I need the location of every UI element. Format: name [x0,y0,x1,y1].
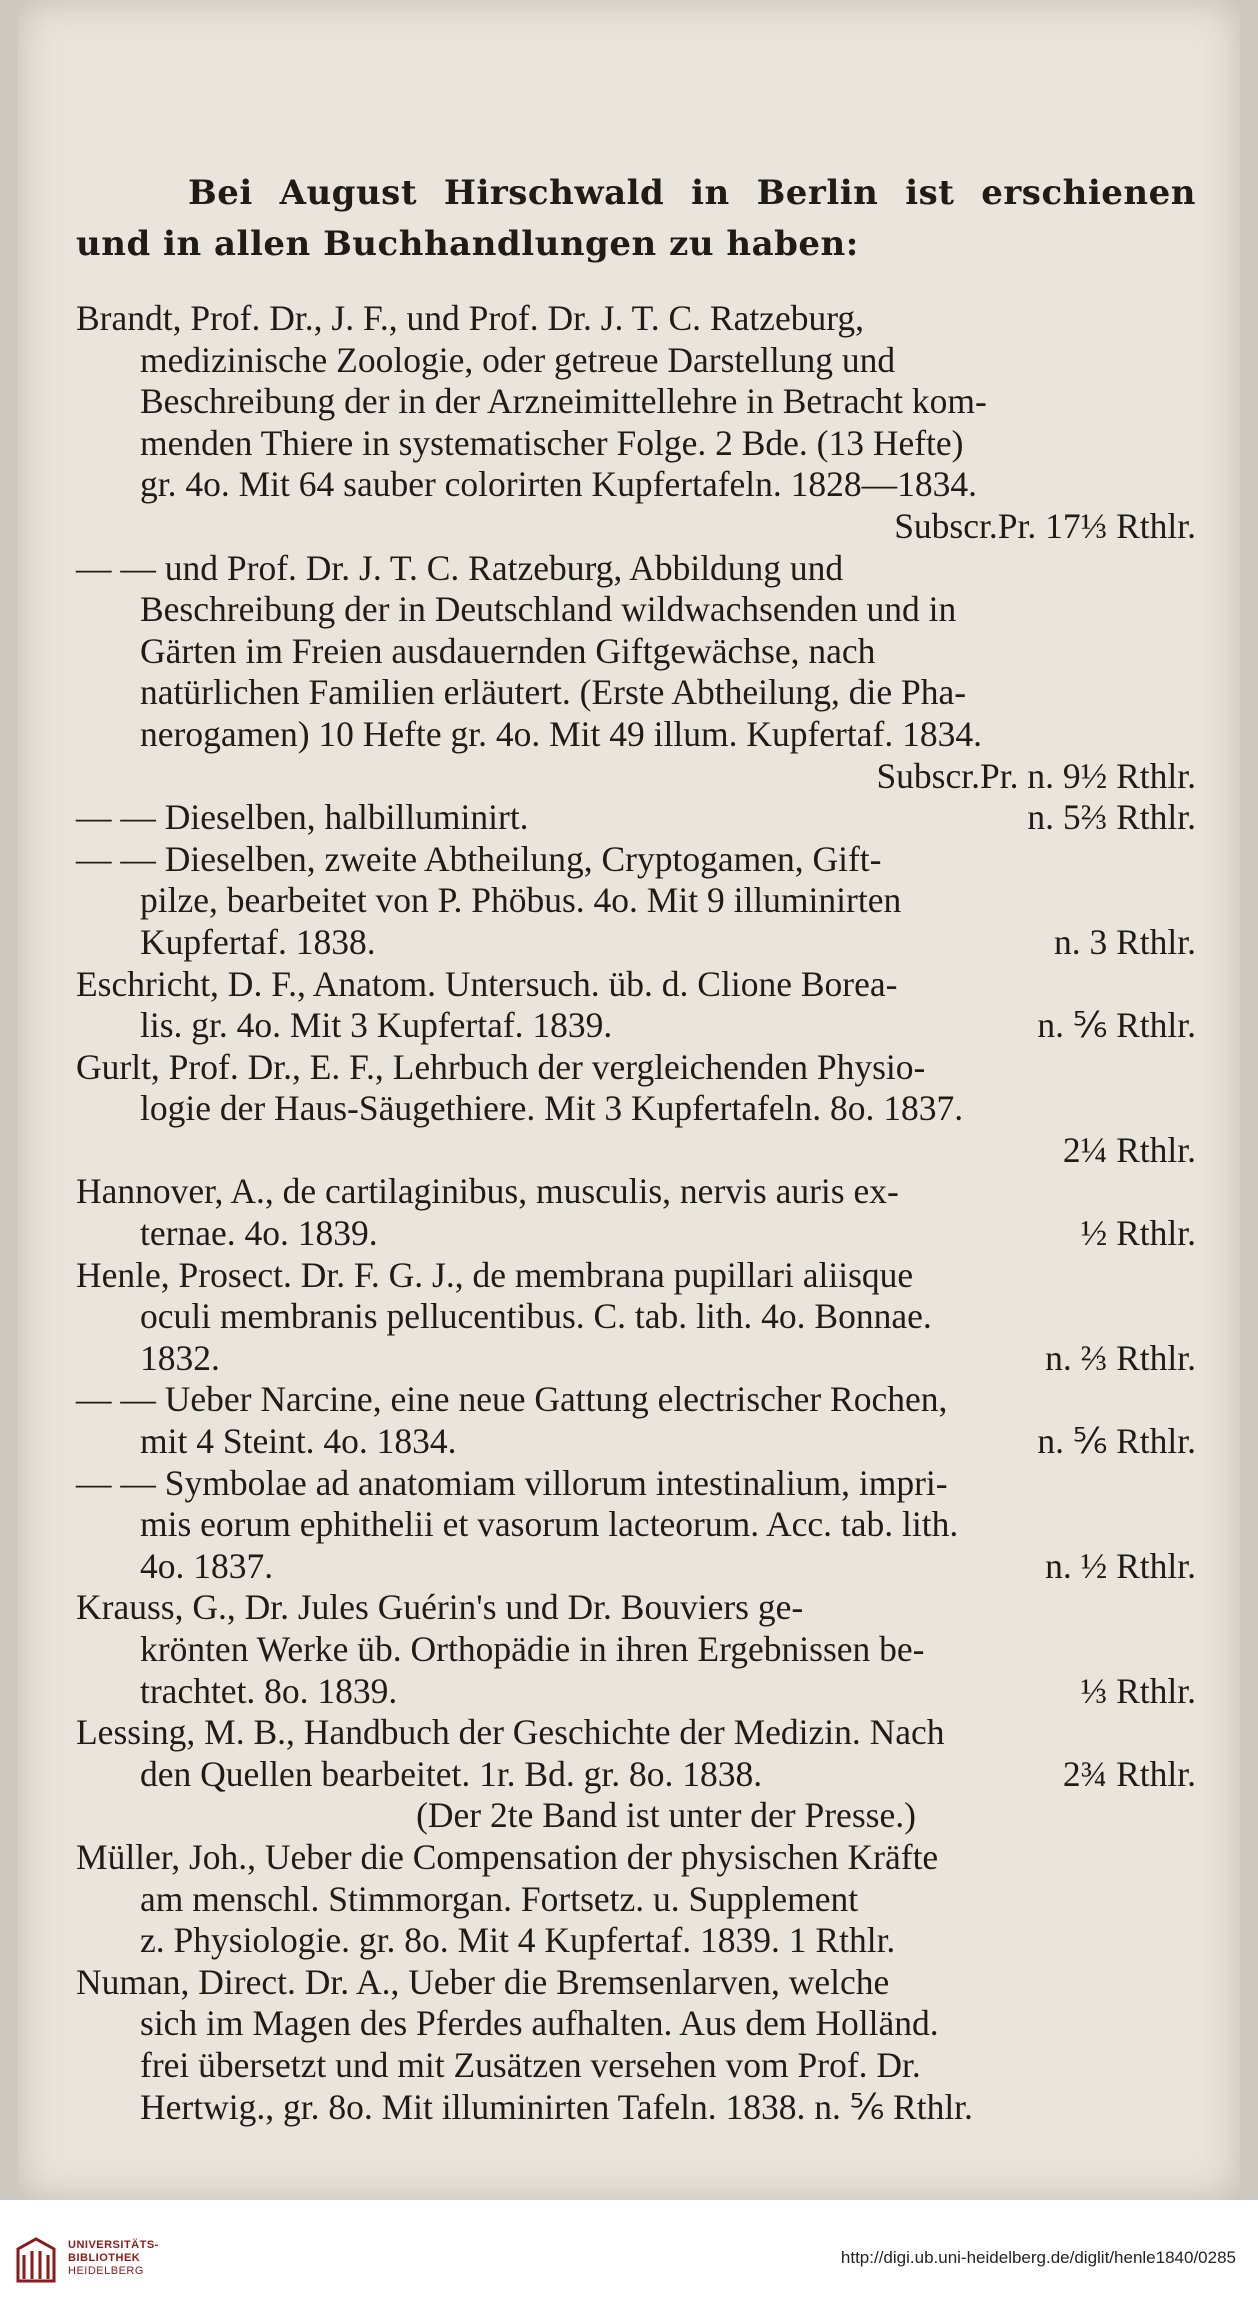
text-line [76,548,1196,590]
line-text: frei übersetzt und mit Zusätzen versehen vom Prof. Dr. [140,2044,921,2085]
line-text: gr. 4o. Mit 64 sauber colorirten Kupfertafeln. 1828—1834. [140,464,978,505]
line-text: Gurlt, Prof. Dr., E. F., Lehrbuch der vergleichenden Physio- [76,1046,926,1087]
line-text: Kupfertaf. 1838. [140,921,376,962]
text-line [76,1546,1196,1588]
text-line [76,464,1196,506]
text-line [76,2087,1196,2129]
price: ⅓ Rthlr. [1080,1670,1196,1711]
line-text: (Der 2te Band ist unter der Presse.) [416,1795,916,1836]
line-text: medizinische Zoologie, oder getreue Darstellung und [140,339,896,380]
line-text: Subscr.Pr. 17⅓ Rthlr. [894,505,1196,546]
line-text: menden Thiere in systematischer Folge. 2 Bde. (13 Hefte) [140,422,964,463]
text-line [76,340,1196,382]
line-text: 2¼ Rthlr. [1062,1129,1196,1170]
text-line [76,1421,1196,1463]
line-text: sich im Magen des Pferdes aufhalten. Aus dem Holländ. [140,2003,939,2044]
text-line [76,1047,1196,1089]
line-text: oculi membranis pellucentibus. C. tab. lith. 4o. Bonnae. [140,1296,932,1337]
text-line [76,1837,1196,1879]
line-text: Eschricht, D. F., Anatom. Untersuch. üb. d. Clione Borea- [76,963,898,1004]
text-line [76,964,1196,1006]
price: n. ½ Rthlr. [1045,1545,1196,1586]
line-text: natürlichen Familien erläutert. (Erste Abtheilung, die Pha- [140,672,967,713]
text-line [76,1379,1196,1421]
line-text: logie der Haus-Säugethiere. Mit 3 Kupfertafeln. 8o. 1837. [140,1088,964,1129]
line-text: pilze, bearbeitet von P. Phöbus. 4o. Mit 9 illuminirten [140,880,902,921]
text-line [76,1130,1196,1172]
scanned-page [18,0,1240,2200]
line-text: nerogamen) 10 Hefte gr. 4o. Mit 49 illum. Kupfertaf. 1834. [140,713,982,754]
line-text: Müller, Joh., Ueber die Compensation der physischen Kräfte [76,1836,939,1877]
line-text: Lessing, M. B., Handbuch der Geschichte der Medizin. Nach [76,1712,945,1753]
logo-line-2: BIBLIOTHEK [68,2252,141,2264]
text-line [76,589,1196,631]
line-text: Krauss, G., Dr. Jules Guérin's und Dr. Bouviers ge- [76,1587,804,1628]
line-text: Beschreibung der in der Arzneimittellehre in Betracht kom- [140,381,987,422]
line-text: — — Dieselben, zweite Abtheilung, Cryptogamen, Gift- [76,838,882,879]
text-line [76,1712,1196,1754]
text-line [76,2045,1196,2087]
text-line [76,797,1196,839]
line-text: Brandt, Prof. Dr., J. F., und Prof. Dr. J. T. C. Ratzeburg, [76,298,865,338]
line-text: mis eorum ephithelii et vasorum lacteorum. Acc. tab. lith. [140,1504,959,1545]
page-url[interactable]: http://digi.ub.uni-heidelberg.de/diglit/henle1840/0285 [840,2248,1236,2267]
line-text: Gärten im Freien ausdauernden Giftgewächse, nach [140,630,876,671]
text-line [76,1754,1196,1796]
line-text: 4o. 1837. [140,1545,274,1586]
line-text: 1832. [140,1337,220,1378]
entry-list [76,298,1196,2128]
text-line [76,1587,1196,1629]
line-text: z. Physiologie. gr. 8o. Mit 4 Kupfertaf. 1839. 1 Rthlr. [140,1920,896,1961]
text-line [76,922,1196,964]
line-text: Hannover, A., de cartilaginibus, musculis, nervis auris ex- [76,1171,899,1212]
price: n. ⅚ Rthlr. [1037,1421,1196,1462]
page-text [76,168,1196,2128]
text-line [76,1629,1196,1671]
text-line [76,381,1196,423]
text-line [76,1463,1196,1505]
library-logo-icon[interactable] [14,2235,58,2285]
text-line [76,1088,1196,1130]
line-text: krönten Werke üb. Orthopädie in ihren Ergebnissen be- [140,1629,925,1669]
text-line [76,1296,1196,1338]
text-line [76,839,1196,881]
line-text: Beschreibung der in Deutschland wildwachsenden und in [140,589,957,630]
text-line [76,1338,1196,1380]
text-line [76,1255,1196,1297]
text-line [76,1171,1196,1213]
text-line [76,1005,1196,1047]
text-line [76,714,1196,756]
logo-line-3: HEIDELBERG [68,2265,144,2277]
line-text: Henle, Prosect. Dr. F. G. J., de membrana pupillari aliisque [76,1254,914,1295]
price: 2¾ Rthlr. [1062,1753,1196,1794]
text-line [76,298,1196,340]
text-line [76,2003,1196,2045]
text-line [76,1671,1196,1713]
line-text: — — und Prof. Dr. J. T. C. Ratzeburg, Abbildung und [76,547,844,588]
text-line [76,672,1196,714]
line-text: Hertwig., gr. 8o. Mit illuminirten Tafeln. 1838. n. ⅚ Rthlr. [140,2086,973,2127]
price: n. 3 Rthlr. [1053,921,1196,962]
text-line [76,506,1196,548]
text-line [76,1795,1196,1837]
line-text: lis. gr. 4o. Mit 3 Kupfertaf. 1839. [140,1005,613,1046]
line-text: mit 4 Steint. 4o. 1834. [140,1421,457,1462]
library-name [68,2239,159,2278]
line-text: — — Symbolae ad anatomiam villorum intestinalium, impri- [76,1462,948,1503]
price: n. ⅚ Rthlr. [1037,1005,1196,1046]
line-text: — — Ueber Narcine, eine neue Gattung electrischer Rochen, [76,1379,948,1420]
line-text: ternae. 4o. 1839. [140,1213,378,1254]
line-text: — — Dieselben, halbilluminirt. [76,797,529,838]
text-line [76,1879,1196,1921]
line-text: trachtet. 8o. 1839. [140,1670,398,1711]
price: n. ⅔ Rthlr. [1045,1337,1196,1378]
text-line [76,1213,1196,1255]
text-line [76,631,1196,673]
text-line [76,880,1196,922]
price: n. 5⅔ Rthlr. [1027,797,1196,838]
text-line [76,756,1196,798]
heading: Bei August Hirschwald in Berlin ist erschienen und in allen Buchhandlungen zu haben: [76,173,1196,264]
text-line [76,1962,1196,2004]
line-text: am menschl. Stimmorgan. Fortsetz. u. Supplement [140,1878,859,1919]
text-line [76,1504,1196,1546]
line-text: den Quellen bearbeitet. 1r. Bd. gr. 8o. 1838. [140,1753,763,1794]
line-text: Subscr.Pr. n. 9½ Rthlr. [876,755,1196,796]
text-line [76,423,1196,465]
price: ½ Rthlr. [1080,1213,1196,1254]
line-text: Numan, Direct. Dr. A., Ueber die Bremsenlarven, welche [76,1961,890,2002]
text-line [76,1920,1196,1962]
logo-line-1: UNIVERSITÄTS- [68,2239,159,2251]
